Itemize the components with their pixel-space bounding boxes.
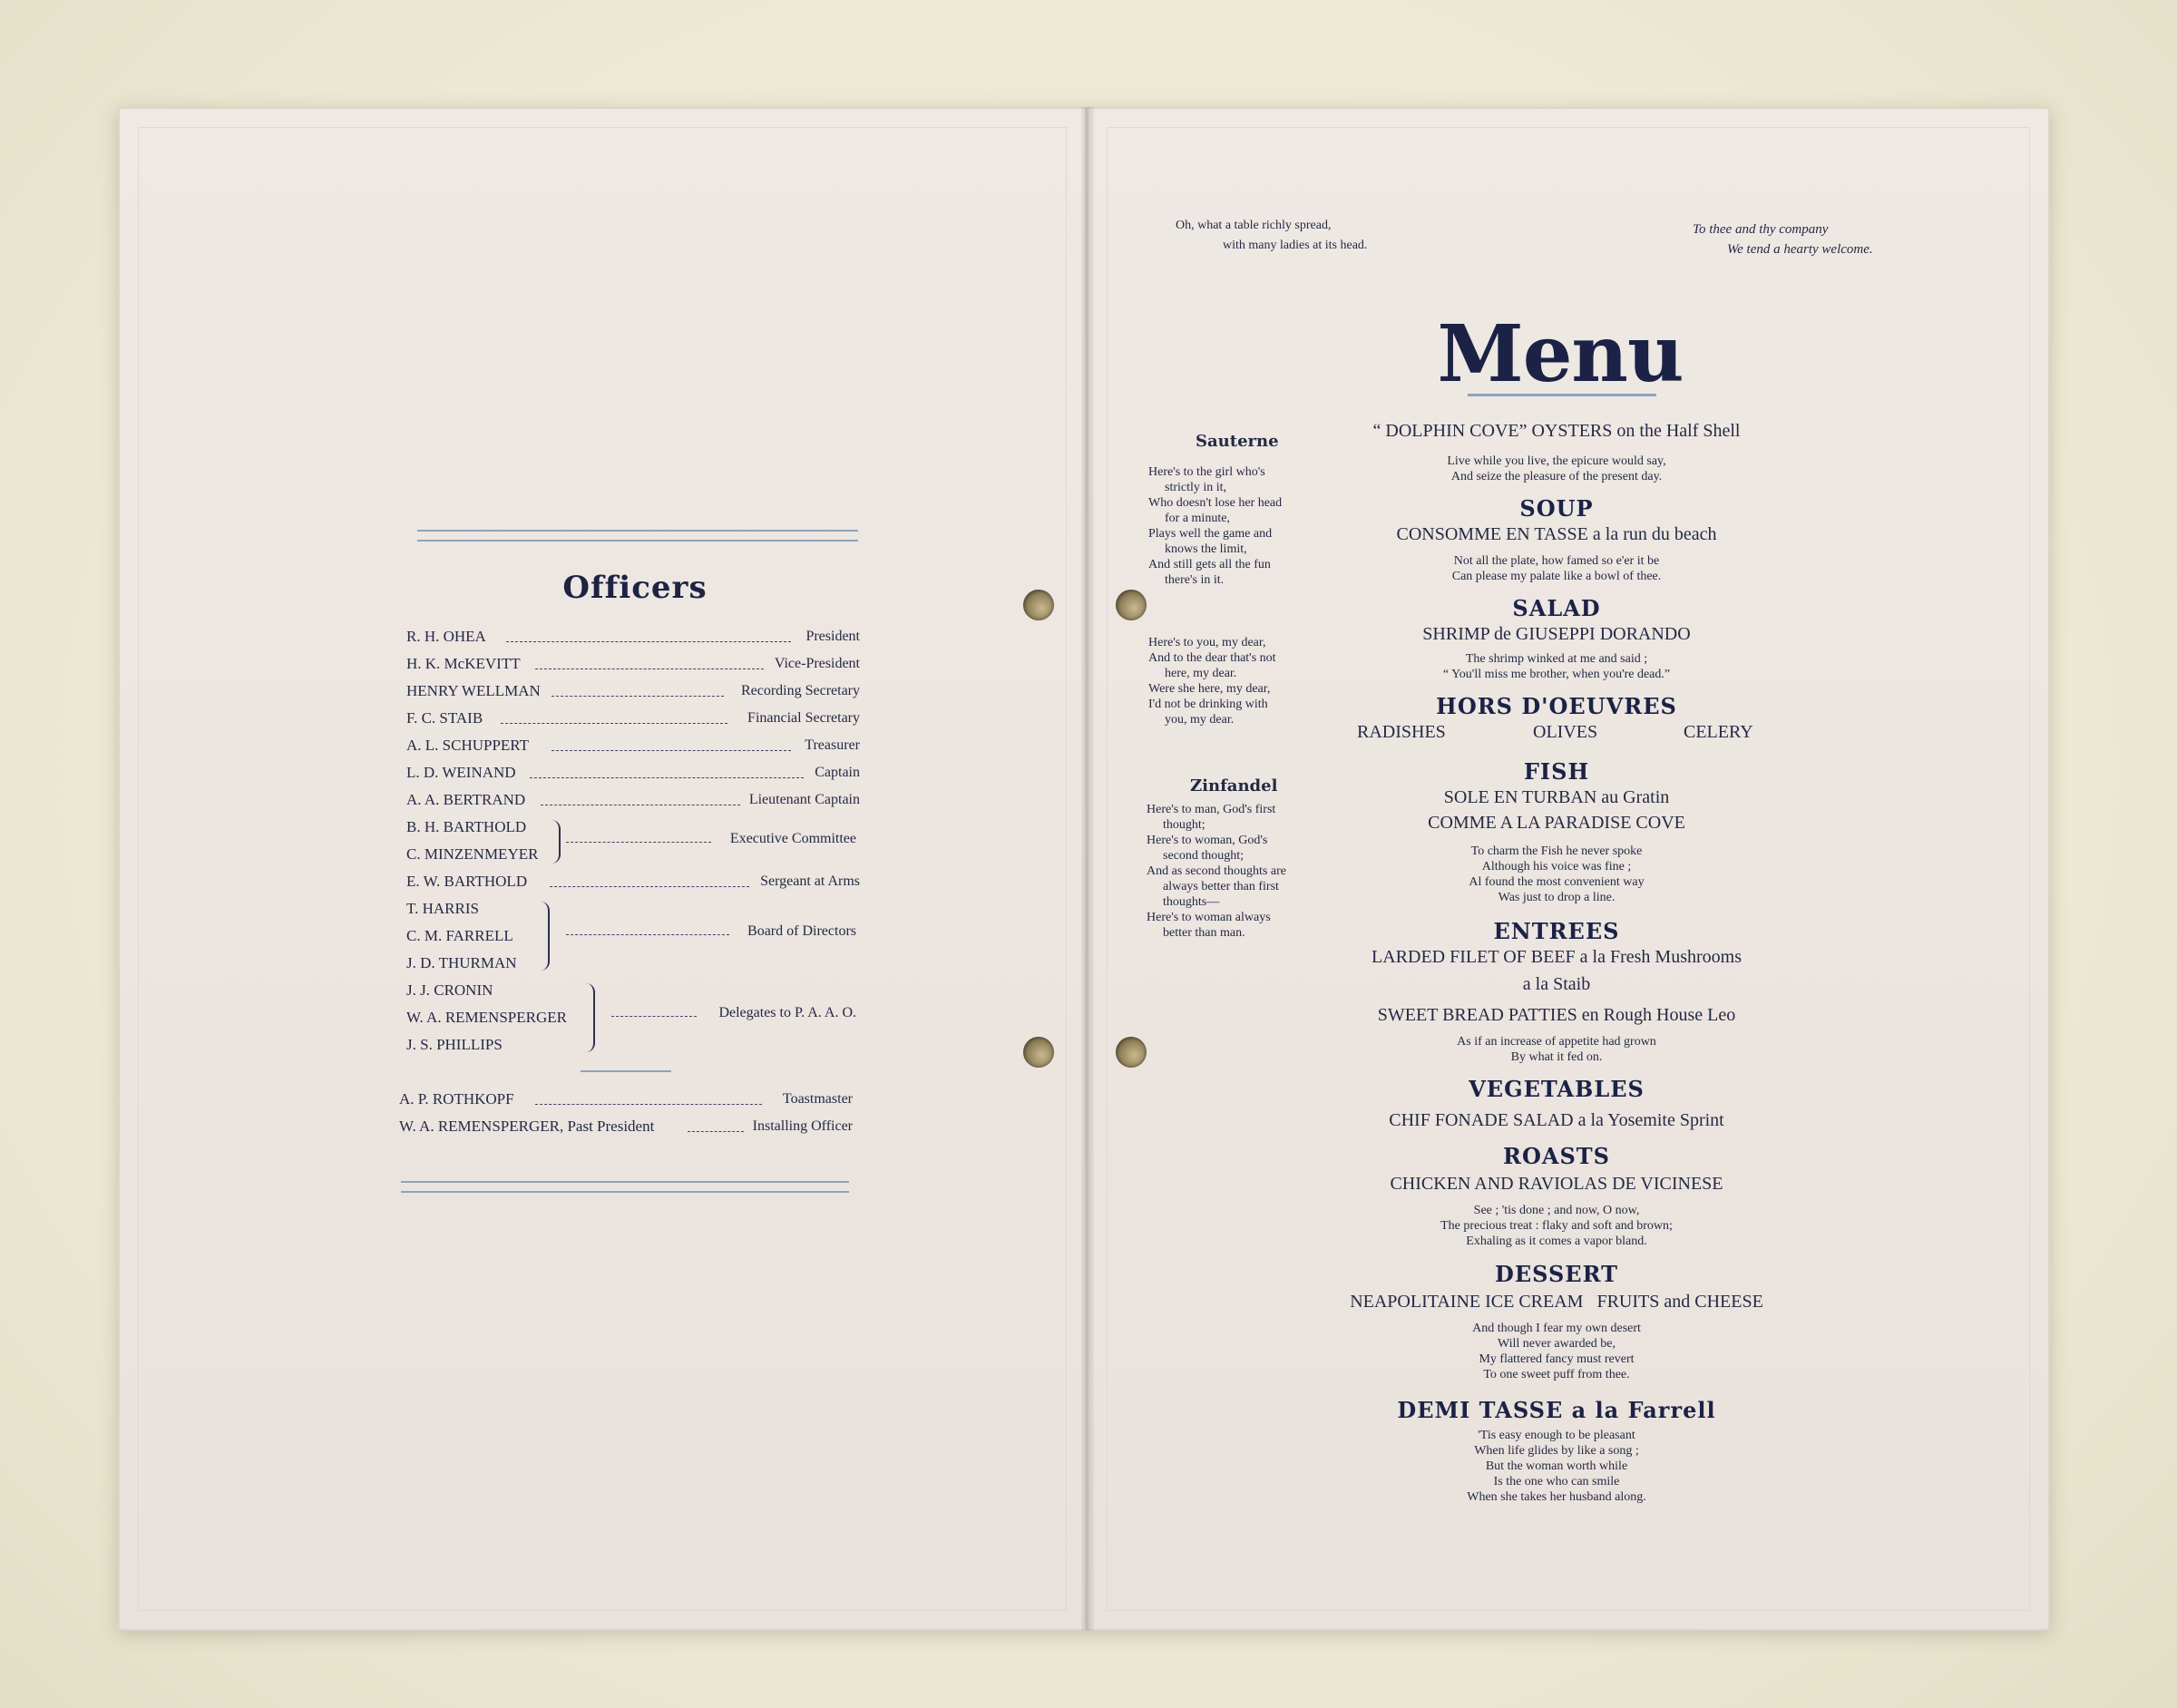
officer-name: E. W. BARTHOLD	[406, 873, 528, 890]
epigraph-line: We tend a hearty welcome.	[1727, 242, 1873, 257]
poem-line: better than man.	[1163, 926, 1245, 940]
officer-name: W. A. REMENSPERGER, Past President	[399, 1118, 655, 1135]
officer-name: R. H. OHEA	[406, 628, 486, 645]
epigraph-line: To thee and thy company	[1693, 222, 1829, 237]
course-hors-header: HORS D'OEUVRES	[1436, 693, 1677, 719]
wine-sauterne-title: Sauterne	[1196, 432, 1279, 451]
course-dessert-header: DESSERT	[1495, 1261, 1618, 1287]
course-soup-header: SOUP	[1519, 495, 1594, 522]
verse-line: To charm the Fish he never spoke	[1470, 844, 1643, 858]
course-oysters-dish: “ DOLPHIN COVE” OYSTERS on the Half Shell	[1372, 421, 1741, 441]
officer-role: Toastmaster	[782, 1091, 853, 1107]
officer-role: Recording Secretary	[740, 683, 860, 698]
group-role: Delegates to P. A. A. O.	[718, 1005, 856, 1020]
officer-role: Lieutenant Captain	[748, 792, 860, 807]
course-fish-header: FISH	[1523, 758, 1590, 785]
verse-line: My flattered fancy must revert	[1479, 1352, 1635, 1366]
poem-line: And to the dear that's not	[1148, 651, 1276, 665]
officer-name: W. A. REMENSPERGER	[406, 1009, 567, 1026]
officer-name: J. D. THURMAN	[406, 954, 517, 971]
wine-zinfandel-poem	[1147, 802, 1328, 941]
course-entrees-dish: LARDED FILET OF BEEF a la Fresh Mushrooms	[1372, 947, 1742, 967]
verse-line: Not all the plate, how famed so e'er it be	[1453, 554, 1660, 568]
course-fish-dish: COMME A LA PARADISE COVE	[1428, 813, 1685, 833]
page-fold	[1081, 107, 1094, 1631]
course-vegetables-dish: CHIF FONADE SALAD a la Yosemite Sprint	[1389, 1110, 1724, 1130]
course-dessert-verse	[1330, 1321, 1783, 1382]
epigraph-line: Oh, what a table richly spread,	[1176, 219, 1332, 232]
epigraph-left	[1176, 216, 1448, 256]
officer-name: H. K. McKEVITT	[406, 655, 521, 672]
poem-line: here, my dear.	[1165, 667, 1237, 680]
group-brace	[539, 902, 550, 971]
officer-name: C. MINZENMEYER	[406, 845, 539, 863]
verse-line: See ; 'tis done ; and now, O now,	[1473, 1204, 1640, 1217]
officer-name: HENRY WELLMAN	[406, 682, 541, 699]
menu-title: Menu	[1437, 308, 1684, 400]
poem-line: thoughts—	[1163, 895, 1220, 909]
verse-line: Will never awarded be,	[1497, 1337, 1616, 1351]
verse-line: The precious treat : flaky and soft and brown;	[1440, 1219, 1673, 1233]
poem-line: Were she here, my dear,	[1148, 682, 1271, 696]
officer-role: Treasurer	[805, 737, 860, 753]
course-demi-header: DEMI TASSE a la Farrell	[1397, 1397, 1716, 1423]
verse-line: Was just to drop a line.	[1498, 891, 1616, 904]
group-role: Executive Committee	[729, 831, 856, 846]
course-soup-dish: CONSOMME EN TASSE a la run du beach	[1396, 524, 1717, 544]
officer-role: Financial Secretary	[747, 710, 860, 726]
verse-line: Although his voice was fine ;	[1481, 860, 1632, 874]
poem-line: Plays well the game and	[1148, 527, 1273, 541]
officer-row	[406, 980, 860, 1001]
course-salad-header: SALAD	[1512, 595, 1601, 621]
left-page	[118, 107, 1087, 1631]
poem-line: Here's to the girl who's	[1148, 465, 1265, 479]
poem-line: thought;	[1163, 818, 1206, 832]
poem-line: strictly in it,	[1165, 481, 1227, 494]
officers-title: Officers	[562, 570, 708, 606]
course-roasts-header: ROASTS	[1503, 1143, 1610, 1169]
poem-line: for a minute,	[1165, 512, 1230, 525]
officer-row	[406, 735, 860, 756]
group-brace	[584, 983, 595, 1052]
course-fish-dish: SOLE EN TURBAN au Gratin	[1443, 787, 1670, 807]
hors-item: CELERY	[1684, 722, 1753, 742]
officer-name: F. C. STAIB	[406, 709, 483, 727]
course-demi-verse	[1330, 1428, 1783, 1505]
course-oysters-verse	[1330, 454, 1783, 484]
officer-role: Vice-President	[774, 656, 860, 671]
officer-row	[399, 1116, 853, 1137]
officer-name: L. D. WEINAND	[406, 764, 516, 781]
course-roasts-verse	[1330, 1203, 1783, 1249]
officer-role: Installing Officer	[752, 1118, 853, 1134]
wine-zinfandel-title: Zinfandel	[1190, 776, 1278, 795]
officer-row	[406, 680, 860, 702]
poem-line: Here's to woman always	[1147, 911, 1271, 924]
officer-name: T. HARRIS	[406, 900, 479, 917]
course-salad-verse	[1330, 651, 1783, 682]
poem-line: I'd not be drinking with	[1148, 698, 1268, 711]
wine-sauterne-poem	[1148, 464, 1330, 588]
epigraph-line: with many ladies at its head.	[1223, 239, 1368, 252]
poem-line: always better than first	[1163, 880, 1279, 893]
poem-line: Here's to you, my dear,	[1148, 636, 1266, 649]
epigraph-right	[1693, 220, 1965, 259]
verse-line: And though I fear my own desert	[1472, 1322, 1641, 1335]
verse-line: 'Tis easy enough to be pleasant	[1478, 1429, 1635, 1442]
course-soup-verse	[1330, 553, 1783, 584]
course-entrees-dish: SWEET BREAD PATTIES en Rough House Leo	[1377, 1005, 1736, 1025]
verse-line: As if an increase of appetite had grown	[1457, 1035, 1656, 1049]
course-entrees-verse	[1330, 1034, 1783, 1065]
officer-name: C. M. FARRELL	[406, 927, 513, 944]
officer-name: A. P. ROTHKOPF	[399, 1090, 514, 1108]
hors-item: OLIVES	[1533, 722, 1598, 742]
officer-name: A. A. BERTRAND	[406, 791, 526, 808]
menu-title-underline	[1468, 394, 1656, 396]
officer-row	[406, 952, 860, 974]
verse-line: When she takes her husband along.	[1467, 1490, 1646, 1504]
verse-line: Exhaling as it comes a vapor bland.	[1466, 1235, 1647, 1248]
officer-row	[406, 1034, 860, 1056]
course-entrees-header: ENTREES	[1493, 918, 1620, 944]
officer-row	[406, 708, 860, 729]
verse-line: “ You'll miss me brother, when you're dead.”	[1442, 668, 1671, 681]
verse-line: The shrimp winked at me and said ;	[1465, 652, 1648, 666]
small-divider	[581, 1070, 671, 1072]
course-fish-verse	[1330, 844, 1783, 905]
officer-row	[406, 789, 860, 811]
top-double-rule	[417, 530, 858, 542]
verse-line: To one sweet puff from thee.	[1483, 1368, 1630, 1381]
officer-row	[406, 871, 860, 893]
group-role: Board of Directors	[747, 923, 856, 939]
poem-line: And still gets all the fun	[1148, 558, 1271, 571]
officer-name: J. S. PHILLIPS	[406, 1036, 503, 1053]
course-entrees-dish-cont: a la Staib	[1522, 974, 1591, 994]
officer-name: A. L. SCHUPPERT	[406, 737, 530, 754]
officer-name: B. H. BARTHOLD	[406, 818, 527, 835]
officer-row	[406, 898, 860, 920]
course-vegetables-header: VEGETABLES	[1469, 1076, 1645, 1102]
punch-hole	[1116, 1037, 1147, 1068]
bottom-double-rule	[401, 1181, 849, 1193]
officer-row	[406, 653, 860, 675]
officer-name: J. J. CRONIN	[406, 981, 493, 999]
verse-line: Is the one who can smile	[1493, 1475, 1620, 1488]
verse-line: When life glides by like a song ;	[1474, 1444, 1639, 1458]
poem-line: And as second thoughts are	[1147, 864, 1286, 878]
officer-row	[399, 1088, 853, 1110]
verse-line: Live while you live, the epicure would say,	[1447, 454, 1666, 468]
officer-role: President	[805, 629, 860, 644]
punch-hole	[1023, 1037, 1054, 1068]
officer-role: Sergeant at Arms	[760, 874, 860, 889]
poem-line: Here's to man, God's first	[1147, 803, 1276, 816]
wine-toast-poem	[1148, 635, 1330, 727]
course-dessert-dish: NEAPOLITAINE ICE CREAM FRUITS and CHEESE	[1350, 1292, 1763, 1312]
poem-line: second thought;	[1163, 849, 1245, 863]
poem-line: Who doesn't lose her head	[1148, 496, 1283, 510]
poem-line: knows the limit,	[1165, 542, 1247, 556]
group-brace	[550, 820, 561, 864]
verse-line: Al found the most convenient way	[1469, 875, 1645, 889]
poem-line: there's in it.	[1165, 573, 1225, 587]
course-salad-dish: SHRIMP de GIUSEPPI DORANDO	[1422, 624, 1691, 644]
punch-hole	[1023, 590, 1054, 620]
course-roasts-dish: CHICKEN AND RAVIOLAS DE VICINESE	[1390, 1174, 1723, 1194]
verse-line: And seize the pleasure of the present day.	[1450, 470, 1663, 483]
verse-line: Can please my palate like a bowl of thee.	[1451, 570, 1662, 583]
verse-line: But the woman worth while	[1485, 1459, 1628, 1473]
hors-item: RADISHES	[1357, 722, 1446, 742]
poem-line: Here's to woman, God's	[1147, 834, 1268, 847]
verse-line: By what it fed on.	[1510, 1050, 1603, 1064]
poem-line: you, my dear.	[1165, 713, 1235, 727]
officer-row	[406, 762, 860, 784]
punch-hole	[1116, 590, 1147, 620]
officer-role: Captain	[815, 765, 860, 780]
officer-row	[406, 626, 860, 648]
